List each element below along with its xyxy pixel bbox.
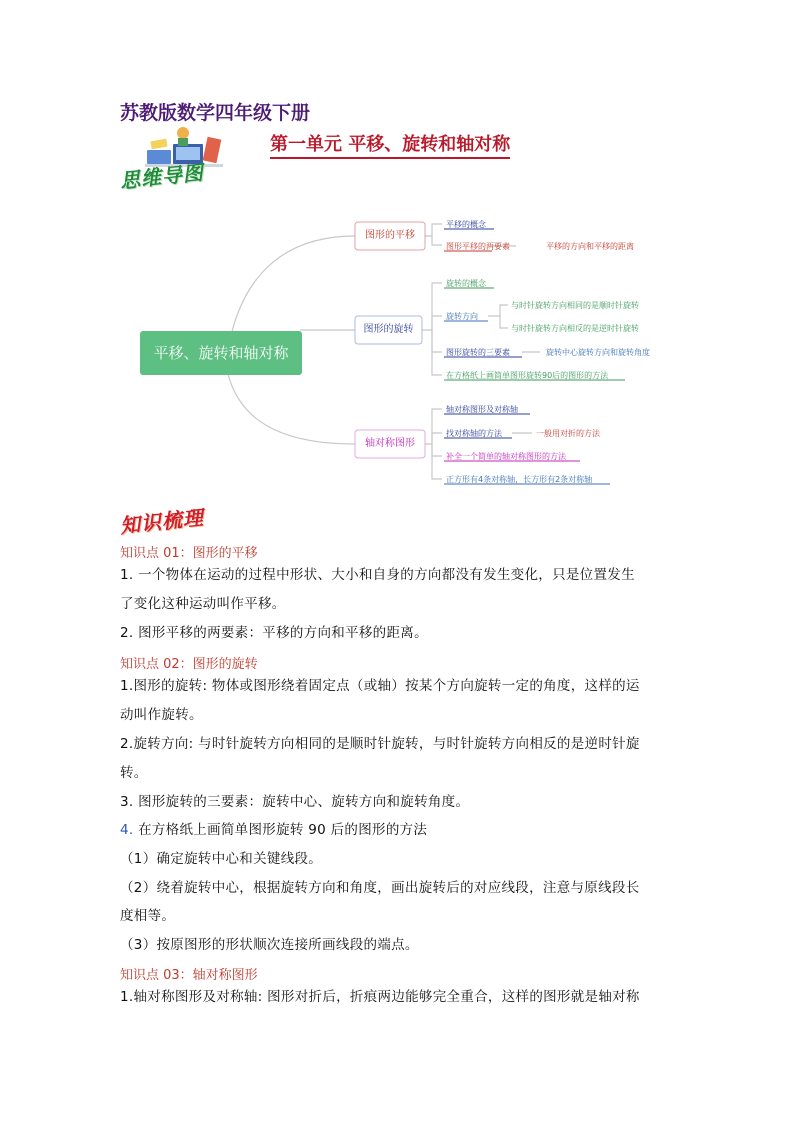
mindmap-leaf: 图形旋转的三要素 <box>446 348 510 357</box>
mindmap-leaf: 轴对称图形及对称轴 <box>446 405 518 414</box>
mindmap-leaf: 一般用对折的方法 <box>536 429 600 438</box>
paragraph-line: 1.图形的旋转: 物体或图形绕着固定点（或轴）按某个方向旋转一定的角度，这样的运 <box>120 678 640 694</box>
mindmap-leaf: 旋转方向 <box>446 312 478 321</box>
paragraph-line: 度相等。 <box>120 908 176 924</box>
paragraph-line <box>120 818 427 838</box>
paragraph-line: 1. 一个物体在运动的过程中形状、大小和自身的方向都没有发生变化，只是位置发生 <box>120 567 635 583</box>
mindmap-leaf: 补全一个简单的轴对称图形的方法 <box>446 452 566 461</box>
mindmap-diagram <box>0 0 794 500</box>
mindmap-leaf: 与时针旋转方向相反的是逆时针旋转 <box>511 324 639 333</box>
unit-title: 第一单元 平移、旋转和轴对称 <box>270 133 510 159</box>
list-text: 在方格纸上画简单图形旋转 90 后的图形的方法 <box>133 822 428 838</box>
mindmap-leaf: 在方格纸上画简单图形旋转90后的图形的方法 <box>446 371 609 380</box>
mindmap-leaf: 与时针旋转方向相同的是顺时针旋转 <box>511 301 639 310</box>
paragraph-line: （2）绕着旋转中心，根据旋转方向和角度，画出旋转后的对应线段，注意与原线段长 <box>120 880 640 896</box>
paragraph-line: 1.轴对称图形及对称轴: 图形对折后，折痕两边能够完全重合，这样的图形就是轴对称 <box>120 989 640 1005</box>
knowledge-point-title: 知识点 01：图形的平移 <box>120 546 258 561</box>
mindmap-root: 平移、旋转和轴对称 <box>153 344 289 362</box>
paragraph-line: 了变化这种运动叫作平移。 <box>120 596 286 612</box>
mindmap-leaf: 找对称轴的方法 <box>446 429 502 438</box>
document-header-title: 苏教版数学四年级下册 <box>120 102 311 124</box>
paragraph-line: 转。 <box>120 765 148 781</box>
paragraph-line: 3. 图形旋转的三要素：旋转中心、旋转方向和旋转角度。 <box>120 794 470 810</box>
mindmap-section-title: 思维导图 <box>118 160 205 193</box>
mindmap-leaf: 图形平移的两要素 <box>446 242 510 251</box>
list-number: 4. <box>120 822 134 838</box>
paragraph-line: （3）按原图形的形状顺次连接所画线段的端点。 <box>120 937 419 953</box>
mindmap-branch-rotation: 图形的旋转 <box>363 324 414 335</box>
mindmap-leaf: 平移的概念 <box>446 220 486 229</box>
mindmap-branch-symmetry: 轴对称图形 <box>365 438 415 449</box>
paragraph-line: 动叫作旋转。 <box>120 707 203 723</box>
mindmap-leaf: 正方形有4条对称轴，长方形有2条对称轴 <box>446 475 593 484</box>
paragraph-line: 2. 图形平移的两要素：平移的方向和平移的距离。 <box>120 625 428 641</box>
knowledge-section-title: 知识梳理 <box>118 505 205 538</box>
knowledge-point-title: 知识点 03：轴对称图形 <box>120 968 258 983</box>
knowledge-point-title: 知识点 02：图形的旋转 <box>120 657 258 672</box>
paragraph-line: （1）确定旋转中心和关键线段。 <box>120 851 323 867</box>
mindmap-leaf: 旋转的概念 <box>446 279 486 288</box>
mindmap-leaf: 平移的方向和平移的距离 <box>546 242 634 251</box>
mindmap-branch-translation: 图形的平移 <box>365 230 415 241</box>
mindmap-leaf: 旋转中心旋转方向和旋转角度 <box>546 348 650 357</box>
paragraph-line: 2.旋转方向: 与时针旋转方向相同的是顺时针旋转，与时针旋转方向相反的是逆时针旋 <box>120 736 640 752</box>
